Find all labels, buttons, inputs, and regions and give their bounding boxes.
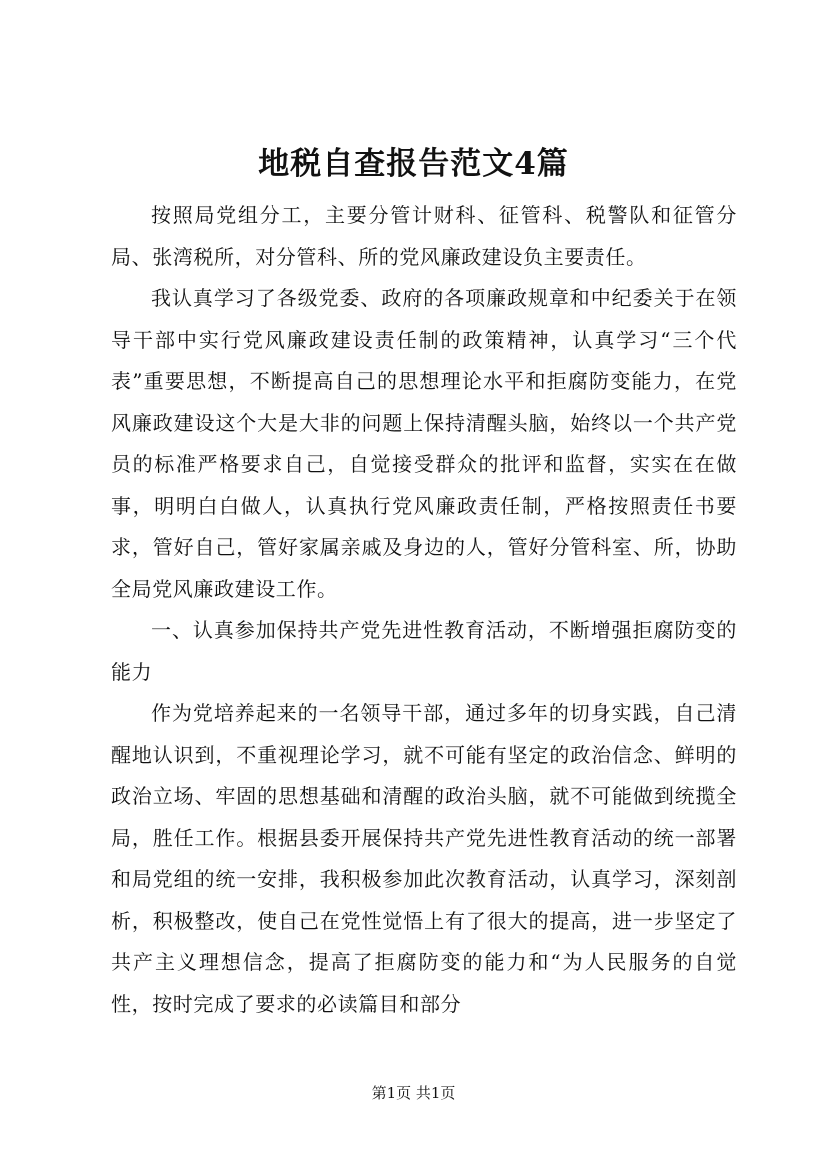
document-body (111, 195, 737, 1025)
document-title: 地税自查报告范文4篇 (258, 146, 569, 182)
paragraph-3: 作为党培养起来的一名领导干部，通过多年的切身实践，自己清醒地认识到，不重视理论学习，就不可能有坚定的政治信念、鲜明的政治立场、牢固的思想基础和清醒的政治头脑，就不可能做到统揽全局，胜任工作。根据县委开展保持共产党先进性教育活动的统一部署和局党组的统一安排，我积极参加此次教育活动，认真学习，深刻剖析，积极整改，使自己在党性觉悟上有了很大的提高，进一步坚定了共产主义理想信念，提高了拒腐防变的能力和“为人民服务的自觉性，按时完成了要求的必读篇目和部分 (111, 701, 737, 1016)
section-heading-1: 一、认真参加保持共产党先进性教育活动，不断增强拒腐防变的能力 (111, 618, 737, 684)
paragraph-2: 我认真学习了各级党委、政府的各项廉政规章和中纪委关于在领导干部中实行党风廉政建设责任制的政策精神，认真学习“三个代表”重要思想，不断提高自己的思想理论水平和拒腐防变能力，在党风廉政建设这个大是大非的问题上保持清醒头脑，始终以一个共产党员的标准严格要求自己，自觉接受群众的批评和监督，实实在在做事，明明白白做人，认真执行党风廉政责任制，严格按照责任书要求，管好自己，管好家属亲戚及身边的人，管好分管科室、所，协助全局党风廉政建设工作。 (111, 286, 737, 601)
paragraph-1: 按照局党组分工，主要分管计财科、征管科、税警队和征管分局、张湾税所，对分管科、所的党风廉政建设负主要责任。 (111, 203, 737, 269)
page-footer: 第1页 共1页 (371, 1084, 456, 1102)
